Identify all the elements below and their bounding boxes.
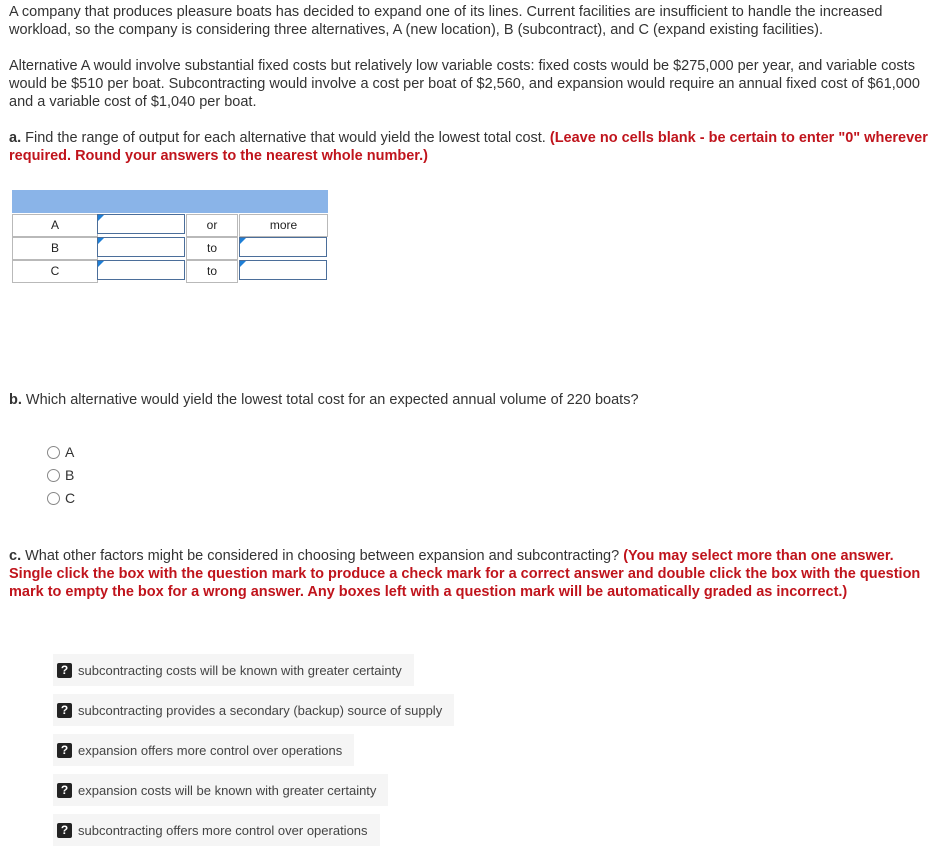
radio-label: A bbox=[65, 444, 75, 460]
radio-option-c[interactable] bbox=[47, 489, 75, 507]
factor-label: subcontracting offers more control over operations bbox=[78, 822, 368, 838]
question-c-instruction: (You may select more than one answer. Single click the box with the question mark to produce a check mark for a correct answer and double click the box with the question mark to empty the box for a wrong answer. Any boxes left with a question mark will be automatically graded as incorrect.) bbox=[9, 548, 921, 600]
row-b-to-input[interactable] bbox=[239, 237, 327, 257]
question-a-prefix: a. bbox=[9, 130, 22, 146]
radio-label: C bbox=[65, 490, 76, 506]
factor-option-5[interactable] bbox=[53, 814, 380, 846]
range-row-b bbox=[12, 237, 328, 260]
factor-label: expansion costs will be known with greater certainty bbox=[78, 782, 377, 798]
question-mark-box-icon[interactable]: ? bbox=[57, 703, 72, 718]
row-a-from-input[interactable] bbox=[97, 214, 185, 234]
problem-intro-2: Alternative A would involve substantial fixed costs but relatively low variable costs: fixed costs would be $275,000 per year, and variable costs would be $510 per boat. Subcontracting would involve a cost per boat of $2,560, and expansion would require an annual fixed cost of $61,000 and a variable cost of $1,040 per boat. bbox=[9, 58, 920, 110]
question-b-text: Which alternative would yield the lowest total cost for an expected annual volume of 220 boats? bbox=[21, 392, 639, 408]
question-c-text: What other factors might be considered in choosing between expansion and subcontracting? bbox=[21, 548, 624, 564]
range-table-header bbox=[12, 190, 328, 213]
radio-circle-icon[interactable] bbox=[47, 446, 60, 459]
row-connector: to bbox=[186, 237, 238, 260]
row-a-more: more bbox=[239, 214, 328, 237]
input-flag-icon bbox=[98, 238, 104, 244]
question-mark-box-icon[interactable]: ? bbox=[57, 823, 72, 838]
question-a bbox=[9, 129, 931, 165]
factor-option-1[interactable] bbox=[53, 654, 414, 686]
row-label: A bbox=[12, 214, 98, 237]
range-table bbox=[12, 190, 328, 283]
row-c-to-input[interactable] bbox=[239, 260, 327, 280]
question-mark-box-icon[interactable]: ? bbox=[57, 783, 72, 798]
radio-option-a[interactable] bbox=[47, 443, 74, 461]
row-label: C bbox=[12, 260, 98, 283]
factor-label: expansion offers more control over operations bbox=[78, 742, 343, 758]
radio-label: B bbox=[65, 467, 75, 483]
row-label: B bbox=[12, 237, 98, 260]
question-c-prefix: c. bbox=[9, 548, 22, 564]
row-connector: to bbox=[186, 260, 238, 283]
question-mark-box-icon[interactable]: ? bbox=[57, 663, 72, 678]
row-b-from-input[interactable] bbox=[97, 237, 185, 257]
factor-label: subcontracting provides a secondary (backup) source of supply bbox=[78, 702, 443, 718]
input-flag-icon bbox=[240, 261, 246, 267]
row-c-from-input[interactable] bbox=[97, 260, 185, 280]
question-a-instruction: (Leave no cells blank - be certain to enter "0" wherever required. Round your answers to the nearest whole number.) bbox=[9, 130, 928, 164]
question-a-text: Find the range of output for each alternative that would yield the lowest total cost. bbox=[21, 130, 550, 146]
factor-option-2[interactable] bbox=[53, 694, 454, 726]
factor-option-3[interactable] bbox=[53, 734, 354, 766]
range-row-a bbox=[12, 214, 328, 237]
radio-circle-icon[interactable] bbox=[47, 492, 60, 505]
question-b-prefix: b. bbox=[9, 392, 22, 408]
question-mark-box-icon[interactable]: ? bbox=[57, 743, 72, 758]
input-flag-icon bbox=[98, 261, 104, 267]
range-row-c bbox=[12, 260, 328, 283]
input-flag-icon bbox=[240, 238, 246, 244]
question-c bbox=[9, 547, 931, 601]
row-connector: or bbox=[186, 214, 238, 237]
factor-option-4[interactable] bbox=[53, 774, 388, 806]
problem-intro-1: A company that produces pleasure boats has decided to expand one of its lines. Current facilities are insufficient to handle the increased workload, so the company is considering three alternatives, A (new location), B (subcontract), and C (expand existing facilities). bbox=[9, 4, 883, 38]
radio-option-b[interactable] bbox=[47, 466, 74, 484]
question-b bbox=[9, 391, 931, 409]
factor-label: subcontracting costs will be known with greater certainty bbox=[78, 662, 402, 678]
input-flag-icon bbox=[98, 215, 104, 221]
radio-circle-icon[interactable] bbox=[47, 469, 60, 482]
